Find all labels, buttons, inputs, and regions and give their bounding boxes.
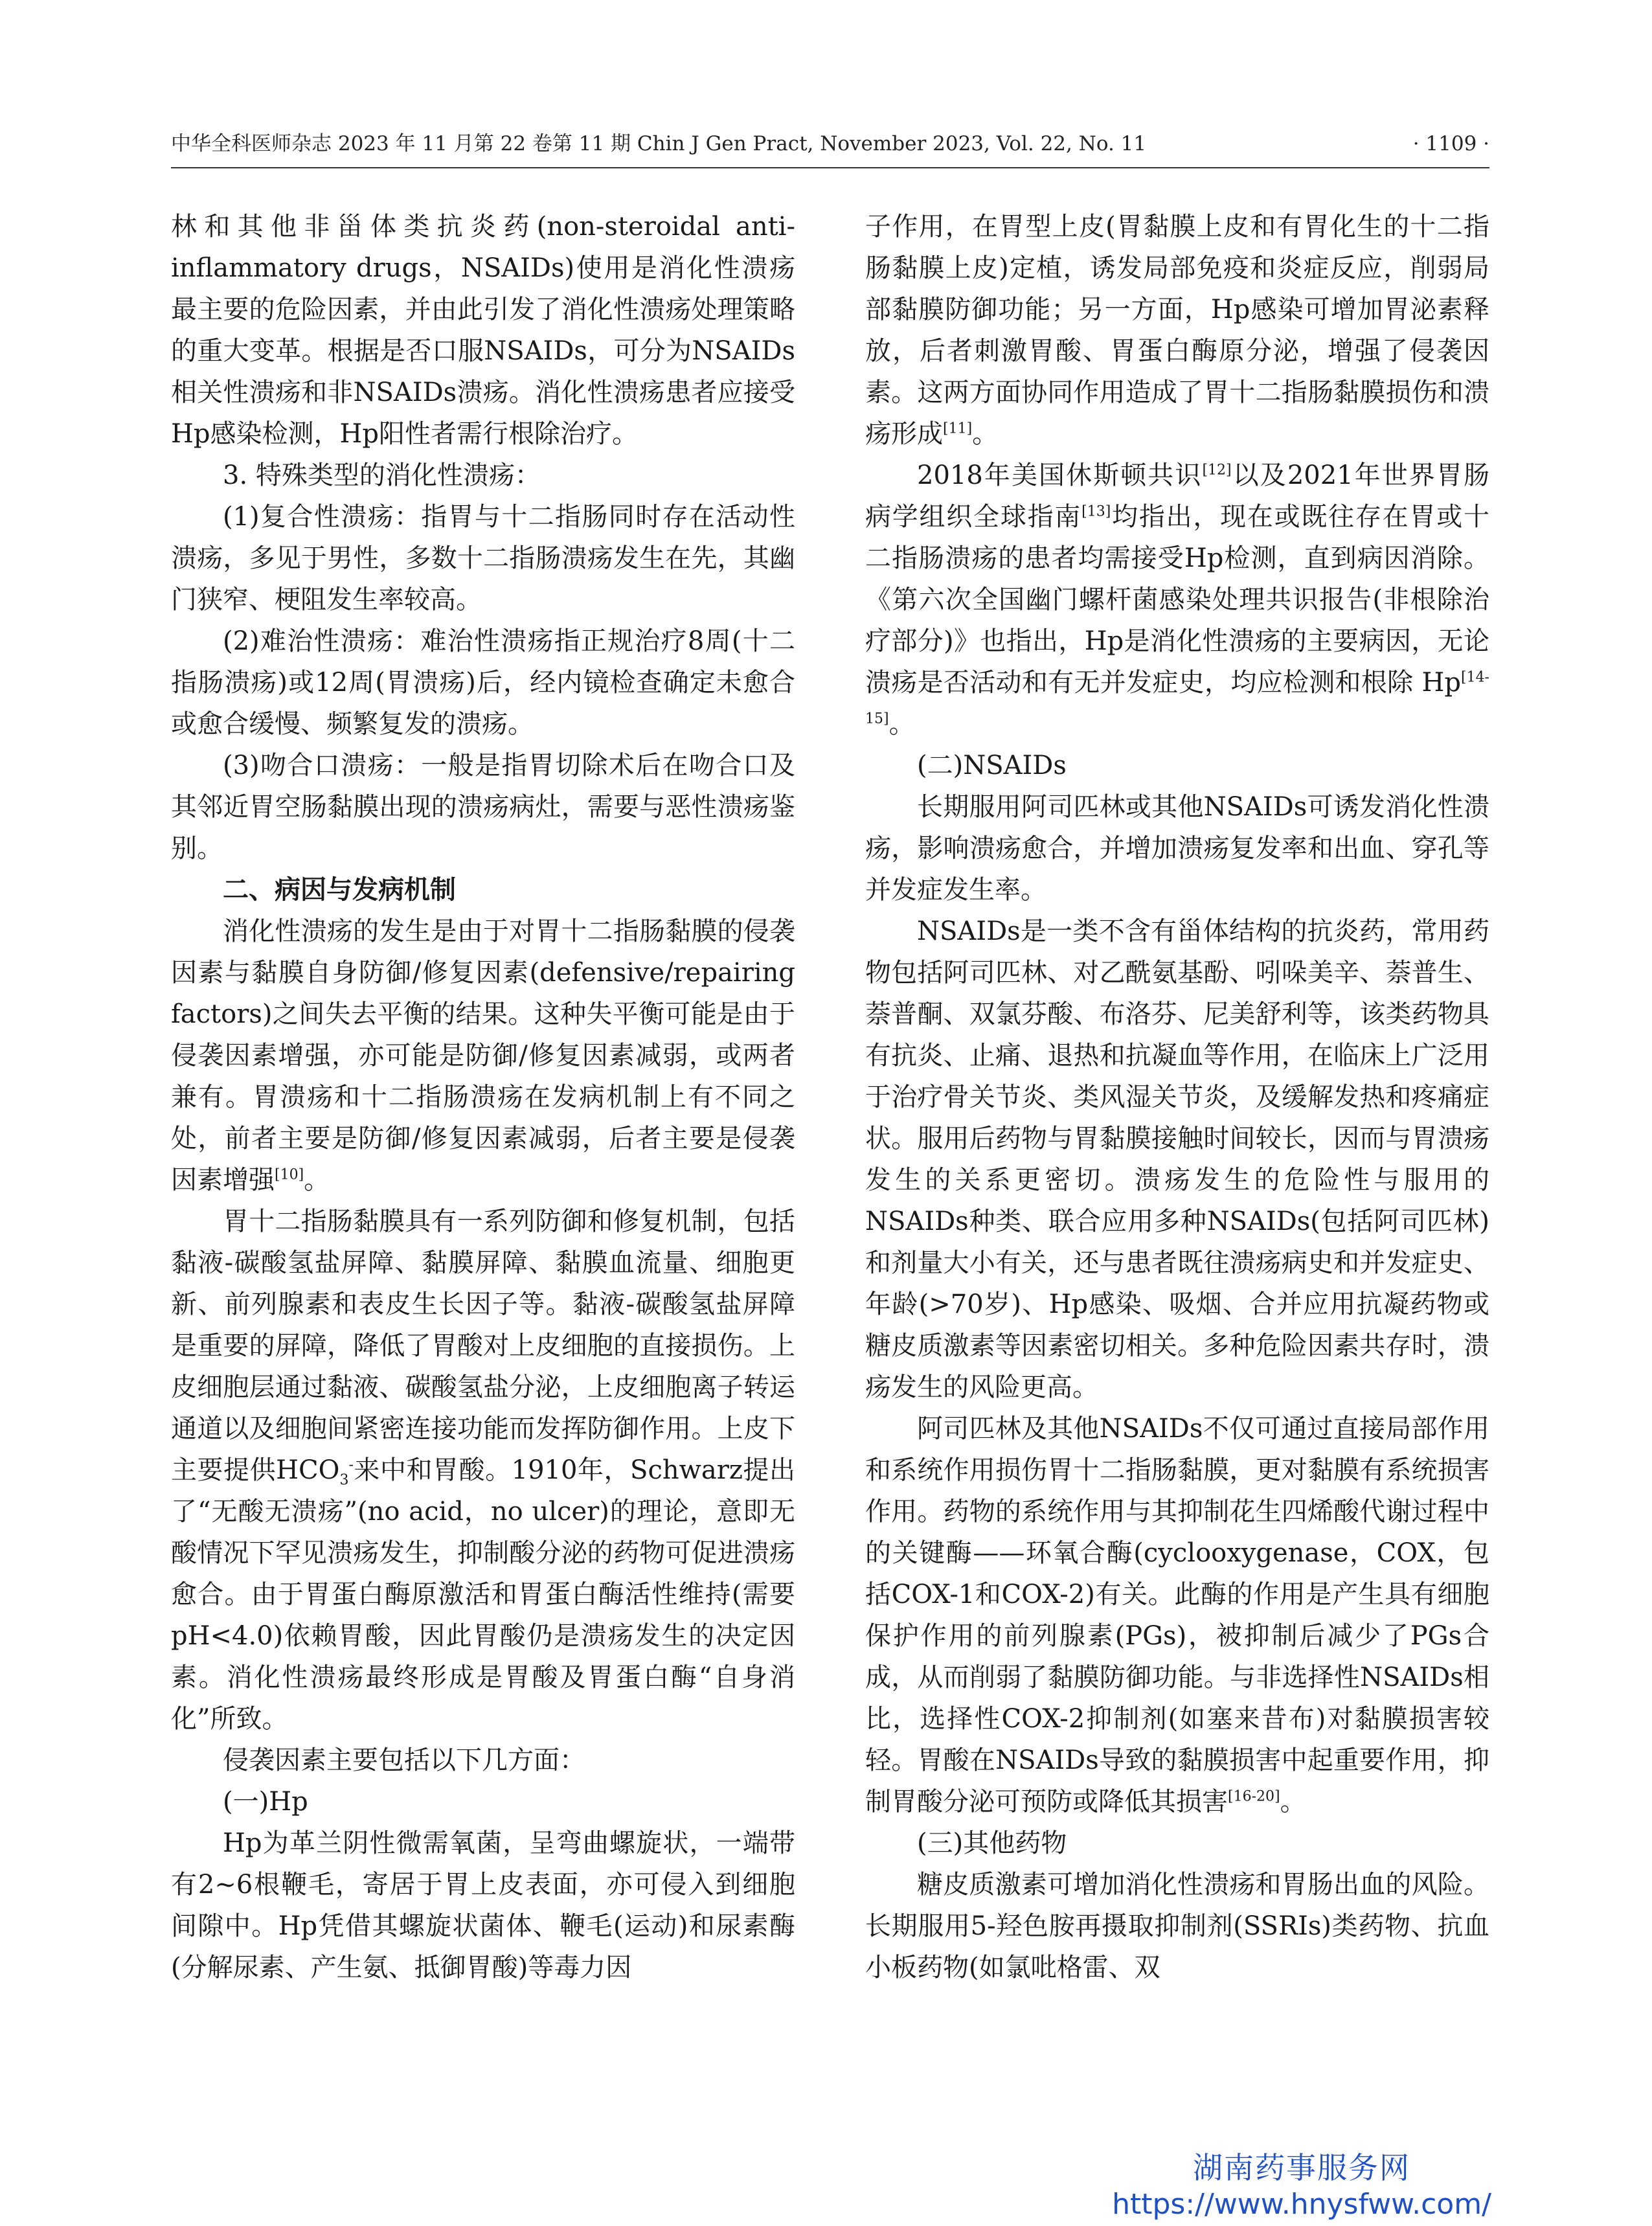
paragraph-text: 糖皮质激素可增加消化性溃疡和胃肠出血的风险。长期服用5-羟色胺再摄取抑制剂(SSRIs)类药物、抗血小板药物(如氯吡格雷、双 [865,1870,1489,1982]
citation-ref: [13] [1081,503,1111,520]
right-column [865,206,1489,1988]
paragraph [171,1823,795,1988]
paragraph-text: 均指出，现在或既往存在胃或十二指肠溃疡的患者均需接受Hp检测，直到病因消除。《第六次全国幽门螺杆菌感染处理共识报告(非根除治疗部分)》也指出，Hp是消化性溃疡的主要病因，无论溃疡是否活动和有无并发症史，均应检测和根除 Hp [865,502,1490,698]
paragraph [171,1201,795,1740]
paragraph-text: 2018年美国休斯顿共识 [917,460,1203,490]
watermark-url[interactable]: https://www.hnysfww.com/ [1112,2188,1491,2221]
citation-ref: [11] [943,420,973,437]
paragraph-text: 消化性溃疡的发生是由于对胃十二指肠黏膜的侵袭因素与黏膜自身防御/修复因素(defensive/repairing factors)之间失去平衡的结果。这种失平衡可能是由于侵袭因素增强，亦可能是防御/修复因素减弱，或两者兼有。胃溃疡和十二指肠溃疡在发病机制上有不同之处，前者主要是防御/修复因素减弱，后者主要是侵袭因素增强 [171,916,795,1195]
paragraph [865,206,1489,455]
paragraph [865,1864,1489,1988]
paragraph-text: 来中和胃酸。1910年，Schwarz提出了“无酸无溃疡”(no acid，no ulcer)的理论，意即无酸情况下罕见溃疡发生，抑制酸分泌的药物可促进溃疡愈合。由于胃蛋白酶原激活和胃蛋白酶活性维持(需要pH<4.0)依赖胃酸，因此胃酸仍是溃疡发生的决定因素。消化性溃疡最终形成是胃酸及胃蛋白酶“自身消化”所致。 [171,1455,795,1734]
citation-ref: [14-15] [865,669,1489,727]
citation-ref: [16-20] [1228,1788,1280,1805]
paragraph-text: 。 [304,1165,330,1195]
paragraph [865,786,1489,911]
journal-citation: 中华全科医师杂志 2023 年 11 月第 22 卷第 11 期 Chin J Gen Pract, November 2023, Vol. 22, No. 11 [171,132,1147,155]
list-heading [171,455,795,496]
paragraph-text: 。 [972,419,999,449]
subsection-heading-text: (一)Hp [223,1787,308,1817]
paragraph-text: 侵袭因素主要包括以下几方面： [223,1745,585,1775]
paragraph-text: (2)难治性溃疡：难治性溃疡指正规治疗8周(十二指肠溃疡)或12周(胃溃疡)后，经内镜检查确定未愈合或愈合缓慢、频繁复发的溃疡。 [171,626,795,739]
subscript: 3 [339,1472,349,1488]
section-heading [171,869,795,911]
paragraph-text: 长期服用阿司匹林或其他NSAIDs可诱发消化性溃疡，影响溃疡愈合，并增加溃疡复发率和出血、穿孔等并发症发生率。 [865,792,1489,905]
list-item [171,745,795,869]
paragraph [865,1408,1489,1823]
paragraph-text: 子作用，在胃型上皮(胃黏膜上皮和有胃化生的十二指肠黏膜上皮)定植，诱发局部免疫和炎症反应，削弱局部黏膜防御功能；另一方面，Hp感染可增加胃泌素释放，后者刺激胃酸、胃蛋白酶原分泌，增强了侵袭因素。这两方面协同作用造成了胃十二指肠黏膜损伤和溃疡形成 [865,212,1489,449]
paragraph [865,911,1489,1408]
citation-ref: [10] [275,1166,304,1183]
subsection-heading [171,1781,795,1823]
subsection-heading-text: (二)NSAIDs [917,751,1067,780]
paragraph [865,455,1489,745]
watermark-title: 湖南药事服务网 [1193,2150,1410,2185]
paragraph-text: 以及2021年世界胃肠病学组织全球指南 [865,460,1490,532]
paragraph-text: Hp为革兰阴性微需氧菌，呈弯曲螺旋状，一端带有2~6根鞭毛，寄居于胃上皮表面，亦可侵入到细胞间隙中。Hp凭借其螺旋状菌体、鞭毛(运动)和尿素酶(分解尿素、产生氨、抵御胃酸)等毒力因 [171,1828,795,1982]
paragraph-text: 3. 特殊类型的消化性溃疡： [223,460,541,490]
citation-ref: [12] [1202,462,1232,479]
paragraph-text: NSAIDs是一类不含有甾体结构的抗炎药，常用药物包括阿司匹林、对乙酰氨基酚、吲哚美辛、萘普生、萘普酮、双氯芬酸、布洛芬、尼美舒利等，该类药物具有抗炎、止痛、退热和抗凝血等作用，在临床上广泛用于治疗骨关节炎、类风湿关节炎，及缓解发热和疼痛症状。服用后药物与胃黏膜接触时间较长，因而与胃溃疡发生的关系更密切。溃疡发生的危险性与服用的NSAIDs种类、联合应用多种NSAIDs(包括阿司匹林)和剂量大小有关，还与患者既往溃疡病史和并发症史、年龄(>70岁)、Hp感染、吸烟、合并应用抗凝药物或糖皮质激素等因素密切相关。多种危险因素共存时，溃疡发生的风险更高。 [865,916,1489,1402]
subsection-heading [865,745,1489,786]
paragraph [171,911,795,1201]
superscript: - [348,1457,354,1473]
paragraph-text: 。 [1280,1787,1306,1817]
paragraph-text: 。 [888,709,915,739]
left-column [171,206,795,1988]
subsection-heading-text: (三)其他药物 [917,1828,1067,1858]
page-number: · 1109 · [1412,132,1489,155]
paragraph [171,206,795,455]
subsection-heading [865,1823,1489,1864]
list-item [171,496,795,620]
list-item [171,620,795,745]
paragraph-text: 阿司匹林及其他NSAIDs不仅可通过直接局部作用和系统作用损伤胃十二指肠黏膜，更对黏膜有系统损害作用。药物的系统作用与其抑制花生四烯酸代谢过程中的关键酶——环氧合酶(cyclooxygenase，COX，包括COX-1和COX-2)有关。此酶的作用是产生具有细胞保护作用的前列腺素(PGs)，被抑制后减少了PGs合成，从而削弱了黏膜防御功能。与非选择性NSAIDs相比，选择性COX-2抑制剂(如塞来昔布)对黏膜损害较轻。胃酸在NSAIDs导致的黏膜损害中起重要作用，抑制胃酸分泌可预防或降低其损害 [865,1414,1489,1817]
paragraph-text: 胃十二指肠黏膜具有一系列防御和修复机制，包括黏液-碳酸氢盐屏障、黏膜屏障、黏膜血流量、细胞更新、前列腺素和表皮生长因子等。黏液-碳酸氢盐屏障是重要的屏障，降低了胃酸对上皮细胞的直接损伤。上皮细胞层通过黏液、碳酸氢盐分泌，上皮细胞离子转运通道以及细胞间紧密连接功能而发挥防御作用。上皮下主要提供HCO [171,1207,795,1485]
paragraph [171,1740,795,1781]
site-watermark [1094,2149,1509,2223]
paragraph-text: (3)吻合口溃疡：一般是指胃切除术后在吻合口及其邻近胃空肠黏膜出现的溃疡病灶，需要与恶性溃疡鉴别。 [171,751,795,863]
header-rule [171,167,1489,168]
paragraph-text: (1)复合性溃疡：指胃与十二指肠同时存在活动性溃疡，多见于男性，多数十二指肠溃疡发生在先，其幽门狭窄、梗阻发生率较高。 [171,502,795,615]
paragraph-text: 林和其他非甾体类抗炎药(non-steroidal anti-inflammatory drugs，NSAIDs)使用是消化性溃疡最主要的危险因素，并由此引发了消化性溃疡处理策略的重大变革。根据是否口服NSAIDs，可分为NSAIDs相关性溃疡和非NSAIDs溃疡。消化性溃疡患者应接受Hp感染检测，Hp阳性者需行根除治疗。 [171,212,795,449]
section-heading-text: 二、病因与发病机制 [223,875,456,905]
